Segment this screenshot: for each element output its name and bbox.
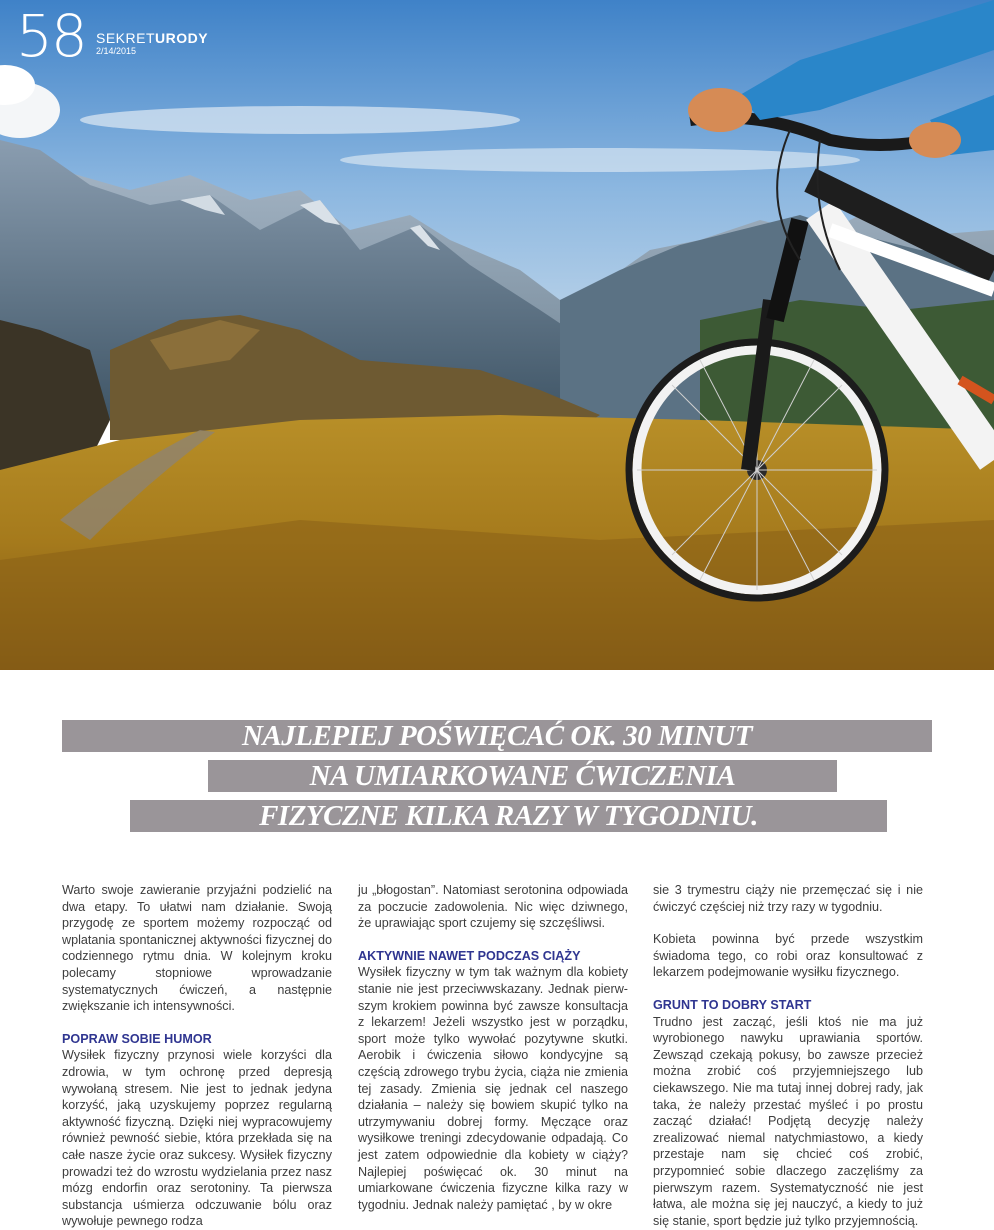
article-column-3 xyxy=(653,882,923,1229)
page-number: 58 xyxy=(16,2,86,70)
awareness-paragraph: Kobieta powinna być przede wszystkim świadoma tego, co robi oraz konsultować z lekarzem podejmowanie wysiłku fizycznego. xyxy=(653,932,923,980)
humor-paragraph: Wysiłek fizyczny przynosi wiele korzyści dla zdrowia, w tym ochronę przed depresją wywołaną stresem. Nie jest to jednak jedyna korzyść, jaką uzyskujemy poprzez regularną aktywność fizyczną. Dzięki niej wypracowujemy również pewność siebie, która przekłada się na całe nasze życie oraz sukcesy. Wysiłek fizyczny prowadzi też do wzrostu wydzielania przez nasz mózg endorfin oraz serotoniny. Ta pierwsza substancja uśmierza odczuwanie bólu oraz wywołuje pewnego rodza xyxy=(62,1048,332,1229)
brand-light: SEKRET xyxy=(96,30,156,46)
pull-quote-line-1: NAJLEPIEJ POŚWIĘCAĆ OK. 30 MINUT xyxy=(62,720,932,752)
article-column-1 xyxy=(62,882,332,1230)
section-heading-start: GRUNT TO DOBRY START xyxy=(653,997,812,1012)
pull-quote-line-2: NA UMIARKOWANE ĆWICZENIA xyxy=(208,760,837,792)
trimester-paragraph: sie 3 trymestru ciąży nie przemęczać się i nie ćwiczyć częściej niż trzy razy w tygodniu. xyxy=(653,883,923,914)
section-heading-humor: POPRAW SOBIE HUMOR xyxy=(62,1031,212,1046)
section-heading-pregnancy: AKTYWNIE NAWET PODCZAS CIĄŻY xyxy=(358,948,581,963)
pregnancy-paragraph: Wysiłek fizyczny w tym tak ważnym dla kobiety stanie nie jest przeciwwskazany. Jednak pierwszym krokiem powinna być zawsze konsultacja z lekarzem! Jeżeli wszystko jest w porządku, sport może tylko wywołać pozytywne skutki. Aerobik i ćwiczenia siłowo kondycyjne są częścią zdrowego trybu życia, ciąża nie zmienia tej zasady. Zmienia się jednak cel naszego działania – należy się bowiem skupić tylko na utrzymywaniu dobrej formy. Męczące oraz wysiłkowe treningi zdecydowanie odpadają. Co jest zatem odpowiednie dla kobiety w ciąży? Najlepiej poświęcać ok. 30 minut na umiarkowane ćwiczenia fizyczne kilka razy w tygodniu. Jednak należy pamiętać , by w okre xyxy=(358,965,628,1212)
start-paragraph: Trudno jest zacząć, jeśli ktoś nie ma już wyrobionego nawyku uprawiania sportów. Zewsząd czekają pokusy, bo zawsze przecież można zrobić coś przyjemniejszego lub ciekawszego. Nie ma tutaj innej dobrej rady, jak taka, że należy przestać myśleć i po prostu zacząć działać! Podjętą decyzję należy zrealizować niemal natychmiastowo, a kiedy przestaje nam się chcieć coś zrobić, przypomnieć sobie dlaczego zaczęliśmy za pierwszym razem. Systematyczność nie jest łatwa, ale można się jej nauczyć, a kiedy to już się stanie, sport będzie już tylko przyjemnością. xyxy=(653,1014,923,1228)
issue-date: 2/14/2015 xyxy=(96,46,137,56)
article-column-2 xyxy=(358,882,628,1213)
magazine-brand xyxy=(96,30,208,46)
brand-bold: URODY xyxy=(155,30,209,46)
serotonin-paragraph: ju „błogostan”. Natomiast serotonina odpowiada za poczucie zadowolenia. Nic więc dziwnego, że uprawiając sport czujemy się szczęśliwsi. xyxy=(358,883,628,931)
pull-quote-line-3: FIZYCZNE KILKA RAZY W TYGODNIU. xyxy=(130,800,887,832)
intro-paragraph: Warto swoje zawieranie przyjaźni podzielić na dwa etapy. To ułatwi nam działanie. Swoją przygodę ze sportem możemy rozpocząć od wplatania spontanicznej aktywności fizycznej do codziennego rytmu dnia. W kolejnym kroku polecamy stopniowe wprowadzanie systematycznych ćwiczeń, a następnie zwiększanie ich intensywności. xyxy=(62,883,332,1014)
